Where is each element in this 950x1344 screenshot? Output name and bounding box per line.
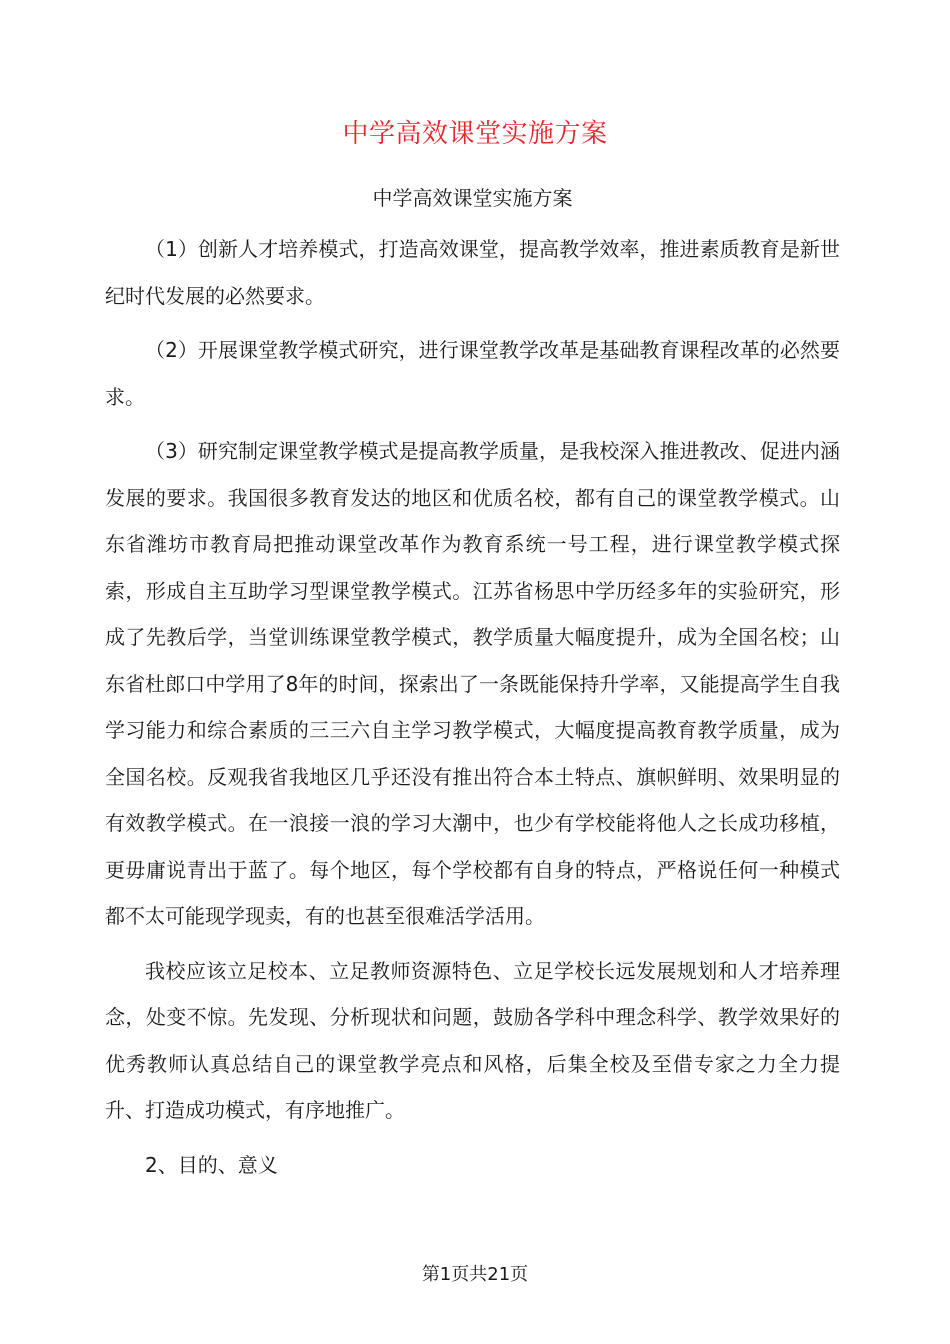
page-number: 第1页共21页 bbox=[421, 1264, 529, 1285]
document-title: 中学高效课堂实施方案 bbox=[342, 119, 608, 149]
paragraph-2: （2）开展课堂教学模式研究，进行课堂教学改革是基础教育课程改革的必然要求。 bbox=[105, 338, 840, 409]
document-body bbox=[105, 180, 840, 1196]
section-heading: 2、目的、意义 bbox=[145, 1152, 278, 1177]
paragraph-1: （1）创新人才培养模式，打造高效课堂，提高教学效率，推进素质教育是新世纪时代发展的必然要求。 bbox=[105, 237, 840, 308]
paragraph-4: 我校应该立足校本、立足教师资源特色、立足学校长远发展规划和人才培养理念，处变不惊。先发现、分析现状和问题，鼓励各学科中理念科学、教学效果好的优秀教师认真总结自己的课堂教学亮点和风格，后集全校及至借专家之力全力提升、打造成功模式，有序地推广。 bbox=[105, 958, 840, 1122]
document-subtitle: 中学高效课堂实施方案 bbox=[372, 186, 573, 210]
paragraph-3: （3）研究制定课堂教学模式是提高教学质量，是我校深入推进教改、促进内涵发展的要求。我国很多教育发达的地区和优质名校，都有自己的课堂教学模式。山东省潍坊市教育局把推动课堂改革作为教育系统一号工程，进行课堂教学模式探索，形成自主互助学习型课堂教学模式。江苏省杨思中学历经多年的实验研究，形成了先教后学，当堂训练课堂教学模式，教学质量大幅度提升，成为全国名校；山东省杜郎口中学用了8年的时间，探索出了一条既能保持升学率，又能提高学生自我学习能力和综合素质的三三六自主学习教学模式，大幅度提高教育教学质量，成为全国名校。反观我省我地区几乎还没有推出符合本土特点、旗帜鲜明、效果明显的有效教学模式。在一浪接一浪的学习大潮中，也少有学校能将他人之长成功移植，更毋庸说青出于蓝了。每个地区，每个学校都有自身的特点，严格说任何一种模式都不太可能现学现卖，有的也甚至很难活学活用。 bbox=[105, 439, 840, 928]
